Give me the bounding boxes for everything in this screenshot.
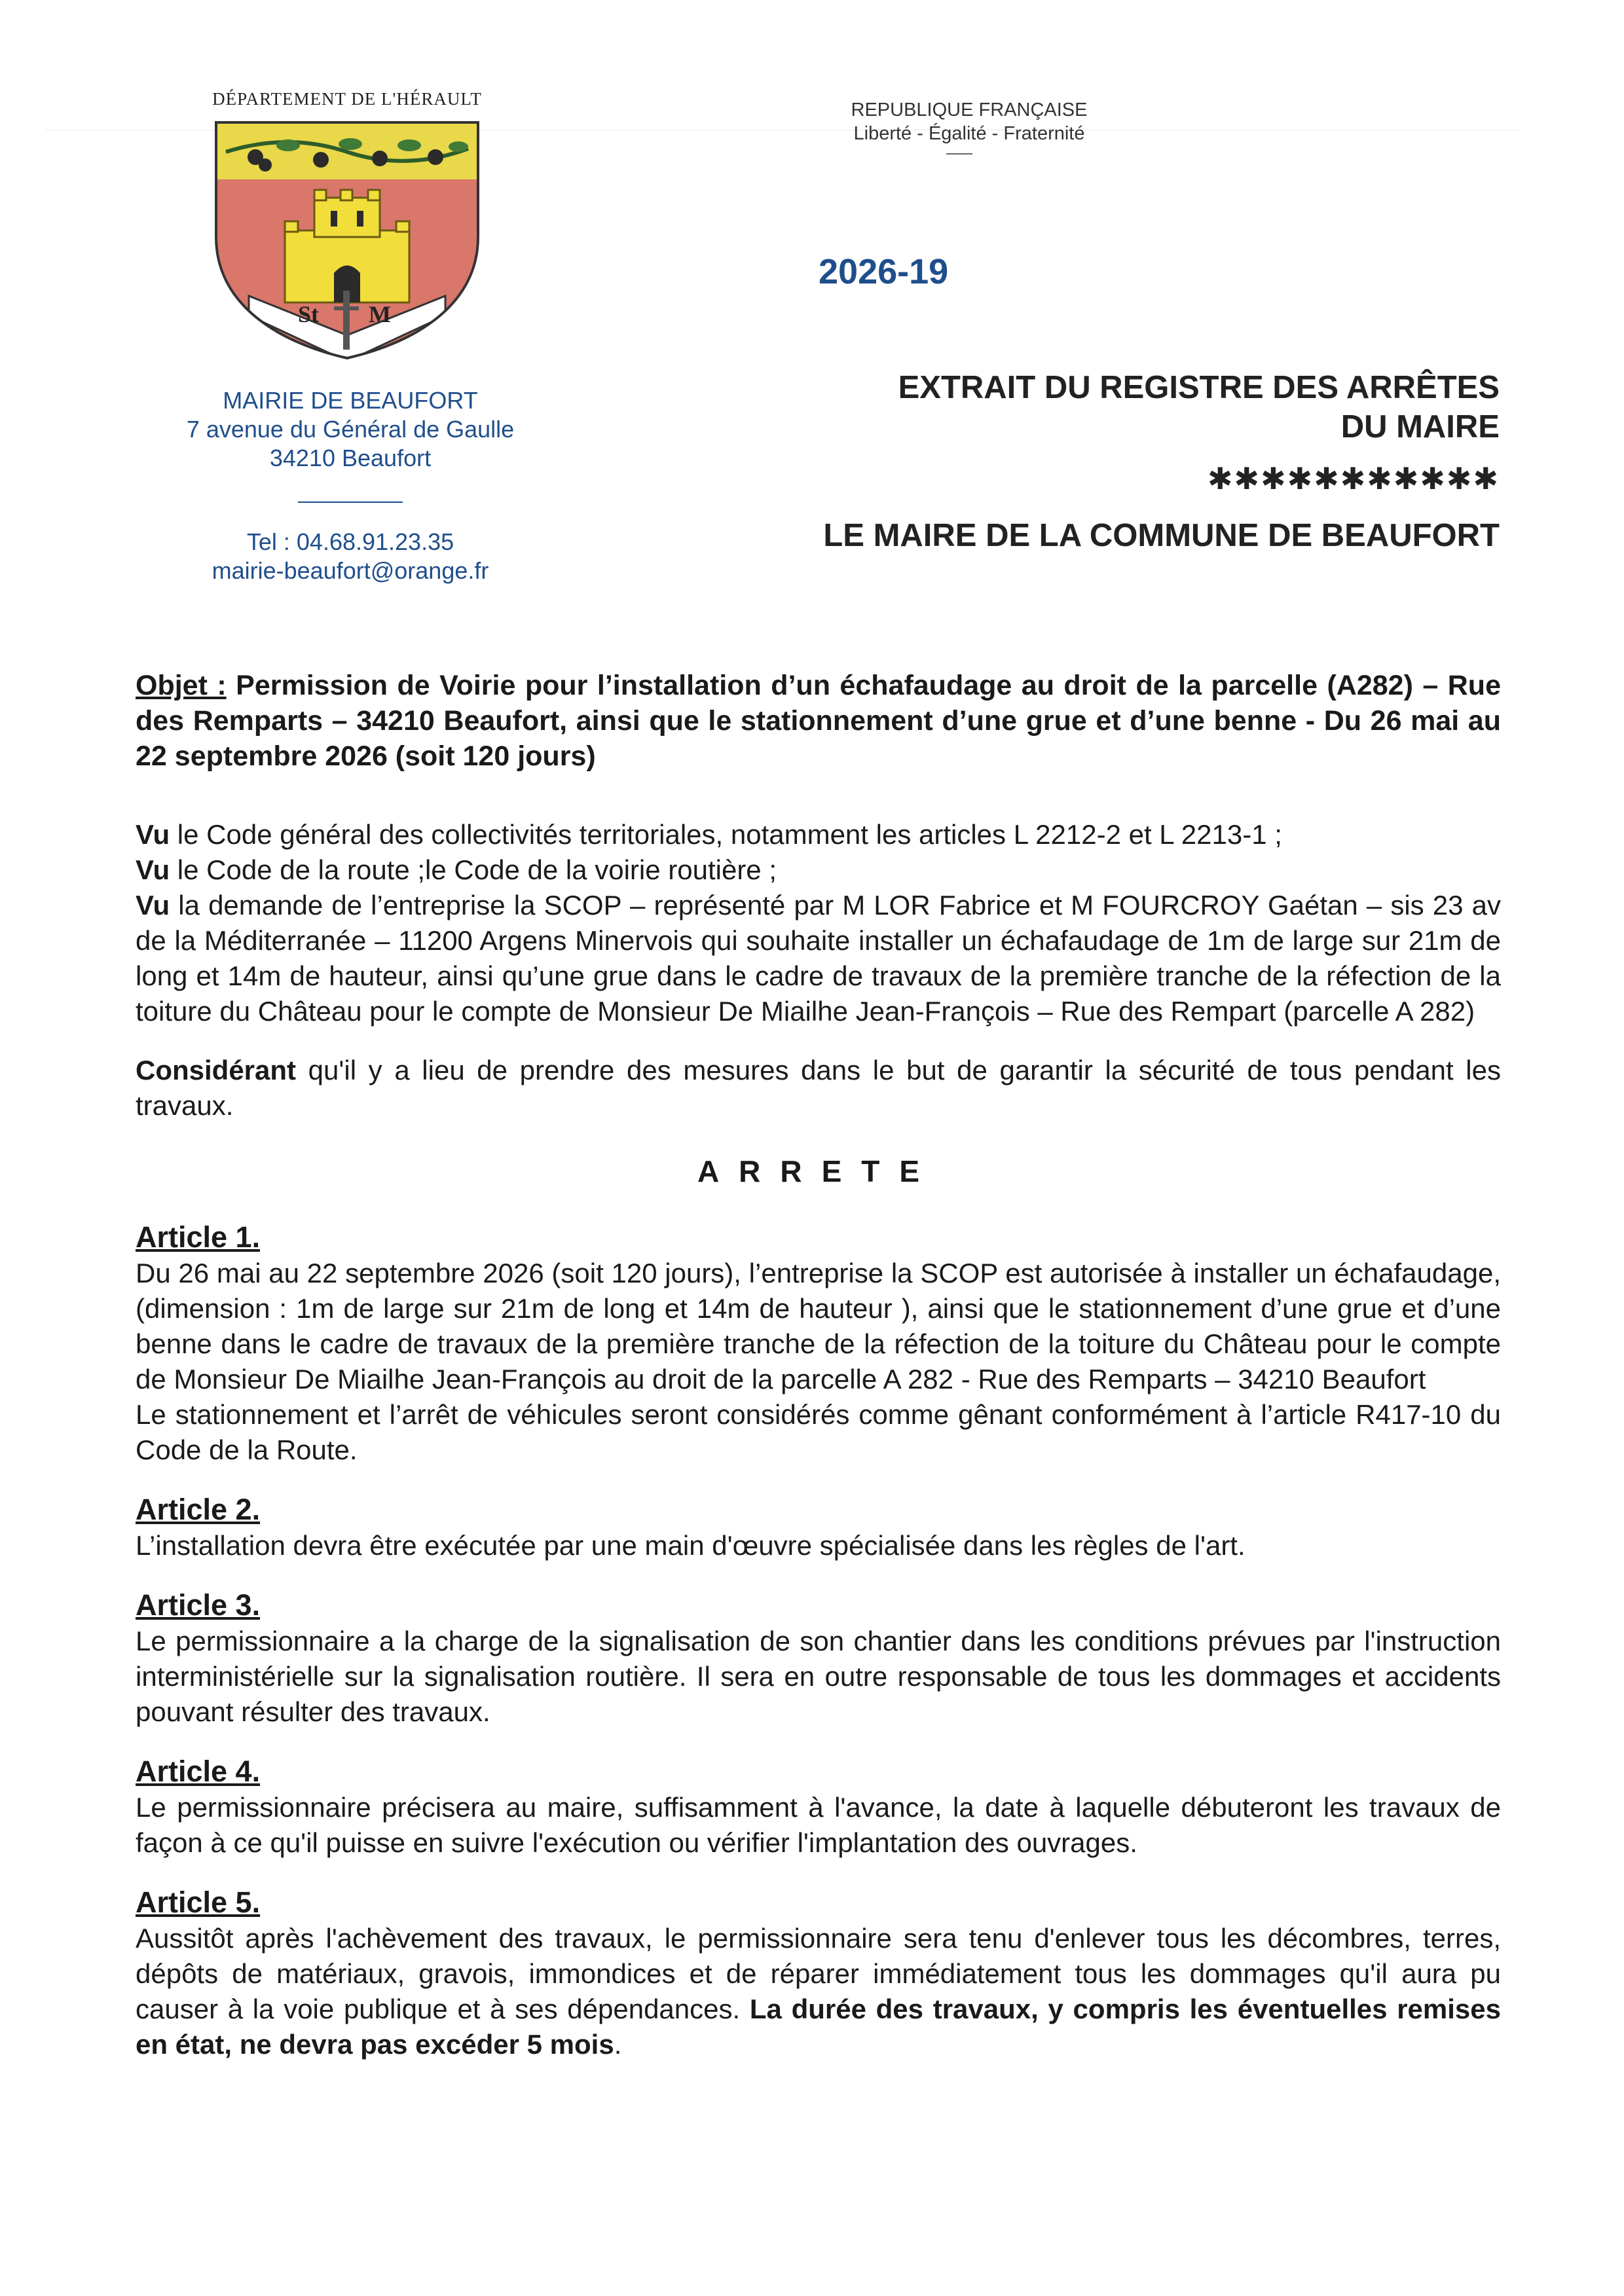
- extrait-line1: EXTRAIT DU REGISTRE DES ARRÊTES: [898, 370, 1500, 405]
- article-text-end: .: [614, 2029, 622, 2060]
- vu-text: la demande de l’entreprise la SCOP – représenté par M LOR Fabrice et M FOURCROY Gaétan – sis 23 av de la Méditerranée – 11200 Argens Minervois qui souhaite installer un échafaudage de 1m de large sur 21m de long et 14m de hauteur, ainsi qu’une grue dans le cadre de travaux de la première tranche de la réfection de la toiture du Château pour le compte de Monsieur De Miailhe Jean-François – Rue des Rempart (parcelle A 282): [136, 890, 1501, 1027]
- mairie-email: mairie-beaufort@orange.fr: [212, 557, 489, 584]
- article-paragraph: Le permissionnaire précisera au maire, suffisamment à l'avance, la date à laquelle débuteront les travaux de façon à ce qu'il puisse en suivre l'exécution ou vérifier l'implantation des ouvrages.: [136, 1792, 1501, 1858]
- article-paragraph: Le permissionnaire a la charge de la signalisation de son chantier dans les conditions prévues par l'instruction interministérielle sur la signalisation routière. Il sera en outre responsable de tous les dommages et accidents pouvant résulter des travaux.: [136, 1626, 1501, 1727]
- mairie-tel: Tel : 04.68.91.23.35: [246, 528, 454, 555]
- address-divider: [298, 501, 403, 503]
- vu-text: le Code général des collectivités territoriales, notamment les articles L 2212-2 et L 2213-1 ;: [170, 819, 1282, 850]
- vu-text: le Code de la route ;le Code de la voirie routière ;: [170, 854, 777, 885]
- article-text-bold: La durée des travaux, y compris les éventuelles remises en état, ne devra pas excéder 5 mois: [136, 1994, 1501, 2060]
- department-label: DÉPARTEMENT DE L'HÉRAULT: [212, 89, 482, 109]
- extrait-title: [786, 368, 1500, 446]
- mairie-address-line1: 7 avenue du Général de Gaulle: [186, 416, 515, 443]
- considerant-paragraph: [136, 1053, 1501, 1123]
- republique-header: [740, 98, 1198, 145]
- article-title: Article 1.: [136, 1220, 261, 1254]
- crest-initial-right: M: [369, 301, 391, 327]
- objet-text: Permission de Voirie pour l’installation d’un échafaudage au droit de la parcelle (A282) – Rue des Remparts – 34210 Beaufort, ainsi que le stationnement d’une grue et d’une benne - Du 26 mai au 22 septembre 2026 (soit 120 jours): [136, 670, 1501, 772]
- article-paragraph: Le stationnement et l’arrêt de véhicules seront considérés comme gênant conformément à l’article R417-10 du Code de la Route.: [136, 1399, 1501, 1465]
- article-title: Article 3.: [136, 1588, 261, 1622]
- article-title: Article 5.: [136, 1886, 261, 1919]
- republique-divider: [946, 153, 972, 155]
- coat-of-arms-logo: [210, 119, 485, 361]
- stars-divider: ✱✱✱✱✱✱✱✱✱✱✱: [1208, 462, 1500, 496]
- vu-paragraph-2: [136, 852, 1501, 888]
- vu-label: Vu: [136, 890, 170, 920]
- considerant-text: qu'il y a lieu de prendre des mesures dans le but de garantir la sécurité de tous pendant les travaux.: [136, 1055, 1501, 1121]
- article-paragraph: [136, 1921, 1501, 2062]
- objet-paragraph: [136, 668, 1501, 774]
- vu-label: Vu: [136, 854, 170, 885]
- article-title: Article 2.: [136, 1493, 261, 1526]
- article-text: Aussitôt après l'achèvement des travaux, le permissionnaire sera tenu d'enlever tous les décombres, terres, dépôts de matériaux, gravois, immondices et de réparer immédiatement tous les dommages qu'il aura pu causer à la voie publique et à ses dépendances.: [136, 1923, 1501, 2024]
- arrete-heading: ARRETE: [697, 1154, 940, 1188]
- mairie-address-line2: 34210 Beaufort: [269, 445, 432, 471]
- arrete-number: 2026-19: [819, 252, 949, 291]
- maire-title: LE MAIRE DE LA COMMUNE DE BEAUFORT: [823, 518, 1500, 553]
- vu-paragraph-1: [136, 817, 1501, 852]
- crest-initial-left: St: [298, 301, 320, 327]
- document-body: [136, 668, 1501, 2062]
- article-paragraph: L’installation devra être exécutée par une main d'œuvre spécialisée dans les règles de l'art.: [136, 1530, 1246, 1561]
- extrait-line2: DU MAIRE: [1340, 409, 1500, 445]
- article-paragraph: Du 26 mai au 22 septembre 2026 (soit 120 jours), l’entreprise la SCOP est autorisée à installer un échafaudage, (dimension : 1m de large sur 21m de long et 14m de hauteur ), ainsi que le stationnement d’une grue et d’une benne dans le cadre de travaux de la première tranche de la réfection de la toiture du Château pour le compte de Monsieur De Miailhe Jean-François au droit de la parcelle A 282 - Rue des Remparts – 34210 Beaufort: [136, 1258, 1501, 1394]
- mairie-name: MAIRIE DE BEAUFORT: [223, 387, 478, 414]
- vu-paragraph-3: [136, 888, 1501, 1029]
- considerant-label: Considérant: [136, 1055, 297, 1085]
- vu-label: Vu: [136, 819, 170, 850]
- republique-title: REPUBLIQUE FRANÇAISE: [851, 100, 1088, 120]
- mairie-address: [144, 386, 557, 473]
- article-title: Article 4.: [136, 1755, 261, 1788]
- mairie-contact: [144, 528, 557, 585]
- republique-devise: Liberté - Égalité - Fraternité: [853, 123, 1085, 144]
- objet-label: Objet :: [136, 670, 227, 701]
